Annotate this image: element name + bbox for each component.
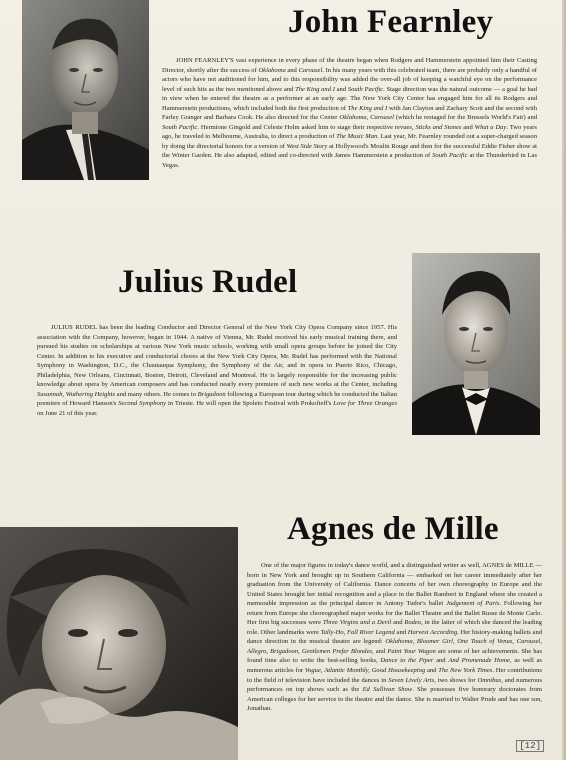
bio-text-run: and xyxy=(285,66,299,74)
bio-title-italic: Rodeo xyxy=(404,619,422,627)
bio-title-italic: The King and I xyxy=(347,104,388,112)
photo-julius-rudel xyxy=(412,253,540,435)
portrait-icon xyxy=(22,0,149,180)
bio-text-run: and xyxy=(425,667,439,675)
bio-text-run: , two shows for xyxy=(434,676,478,684)
bio-text-run: in Trieste. He will open the Spoleto Festival with Prokofieff's xyxy=(166,400,334,408)
bio-text-run: , in the latter of which she danced the leading role. Other landmarks were xyxy=(247,619,542,636)
bio-title-italic: South Pacific xyxy=(162,123,198,131)
bio-title-italic: Paint Your Wagon xyxy=(387,647,436,655)
bio-text-run: and xyxy=(394,628,408,636)
bio-text-run: at Hollywood's Moulin Rouge and then for the successful Eddie Fisher show at the Winter Garden. He also adapted, edited and co-directed with James Hammerstein a production of xyxy=(162,142,537,160)
bio-paragraph xyxy=(37,323,397,418)
bio-title-italic: Judgement of Paris xyxy=(446,600,500,608)
bio-title-italic: South Pacific xyxy=(347,85,384,93)
bio-text-run: at the Thunderbird in Las Vegas. xyxy=(162,152,537,170)
bio-title-italic: Love for Three Oranges xyxy=(333,400,397,408)
bio-text-run: and xyxy=(391,619,405,627)
bio-title-italic: Tally-Ho, Fall River Legend xyxy=(320,628,395,636)
name-heading: Julius Rudel xyxy=(118,264,298,300)
bio-title-italic: Dance to the Piper xyxy=(380,657,434,665)
bio-text-run: . Her contributions to the field of television have included the dances in xyxy=(247,667,542,684)
bio-title-italic: Omnibus xyxy=(477,676,502,684)
bio-text xyxy=(37,324,397,417)
bio-title-italic: Oklahoma, Bloomer Girl, One Touch of Venus, Carousel, Allegro, Brigadoon, Gentlemen Prefer Blondes xyxy=(247,638,542,655)
bio-text-run: (which he restaged for the Brussels World's Fair) and xyxy=(393,114,538,122)
bio-text-run: . Two years ago, he traveled to Melbourne, Australia, to direct a production of xyxy=(162,123,537,141)
bio-text xyxy=(247,562,542,712)
bio-text-run: and many others. He comes to xyxy=(115,390,198,398)
bio-title-italic: Vogue, Atlantic Monthly, Good Housekeeping xyxy=(304,667,426,675)
bio-text-run: and xyxy=(433,657,449,665)
bio-text-run: , and xyxy=(372,647,388,655)
bio-title-italic: The New York Times xyxy=(438,667,493,675)
bio-title-italic: Seven Lively Arts xyxy=(388,676,435,684)
bio-title-italic: Susannah, Wuthering Heights xyxy=(37,390,116,398)
bio-title-italic: Three Virgins and a Devil xyxy=(322,619,392,627)
bio-title-italic: And Promenade Home xyxy=(448,657,510,665)
bio-text-run: . Hermione Gingold and Celeste Holm asked him to stage their respective revues, xyxy=(197,123,416,131)
bio-title-italic: Brigadoon xyxy=(197,390,226,398)
bio-text-run: , and numerous performances on top shows such as the xyxy=(247,676,542,694)
bio-title-italic: Harvest According xyxy=(407,628,458,636)
bio-text-run: following a European tour during which he conducted the Italian premiere of Howard Hanson's xyxy=(37,390,397,408)
bio-title-italic: Oklahoma, Carousel xyxy=(339,114,394,122)
bio-text-run: are some of her achievements. She has found time also to write the best-selling books, xyxy=(247,647,542,665)
bio-text-run: . In his many years with this celebrated team, there are probably only a handful of actors who have not auditioned for him, and to this responsibility was added the over-all job of keeping a watchful eye on the performance level of such hits as the two mentioned above and xyxy=(162,66,537,93)
name-heading: Agnes de Mille xyxy=(287,511,499,547)
bio-text-run: . She possesses five honorary doctorates from American colleges for her service to the theatre and the dance. She is married to Walter Prude and has one son, Jonathan. xyxy=(247,686,542,713)
bio-title-italic: Ed Sullivan Show xyxy=(362,686,413,694)
bio-text-run: and xyxy=(461,123,475,131)
bio-text-run: on June 21 of this year. xyxy=(37,409,98,417)
bio-title-italic: Second Symphony xyxy=(118,400,167,408)
bio-title-italic: West Side Story xyxy=(286,142,328,150)
bio-text-run: and xyxy=(334,85,348,93)
bio-title-italic: What a Day xyxy=(474,123,507,131)
photo-agnes-de-mille xyxy=(0,527,238,760)
bio-text xyxy=(162,57,537,169)
bio-text-run: JOHN FEARNLEY'S vast experience in every phase of the theatre began when Rodgers and Hammerstein appointed him their Casting Director, shortly after the success of xyxy=(162,57,537,74)
photo-john-fearnley xyxy=(22,0,149,180)
bio-text-run: . Last year, Mr. Fearnley rounded out a super-charged season by doing the directorial honors for a version of xyxy=(162,133,537,150)
bio-title-italic: South Pacific xyxy=(432,152,468,160)
bio-text-run: JULIUS RUDEL has been the leading Conductor and Director General of the New York City Opera Company since 1957. His association with the Company, however, began in 1944. A native of Vienna, Mr. Rudel received his early musical training there, and pursued his studies on scholarships at various New York music schools, working with small opera groups before he joined the City Center. In addition to his executive and conductorial chores at the New York City Opera, Mr. Rudel has performed with the National Symphony in Washington, D.C., the Chautauqua Symphony, the Symphony of the Air, and in opera in Puerto Rico, Chicago, Philadelphia, New Orleans, Cincinnati, Boston, Detroit, Cleveland and Montreal. He is largely responsible for the increasing public knowledge about opera by American composers and has conducted nearly every premiere of such new works at the Center, including xyxy=(37,324,397,389)
portrait-icon xyxy=(0,527,238,760)
bio-text-run: , as well as numerous articles for xyxy=(247,657,542,675)
bio-text-run: One of the major figures in today's dance world, and a distinguished writer as well, AGNES de MILLE — born in New York and brought up in Southern California — embarked on her career immediately after her graduation from the University of California. Dance concerts of her own choreography in Europe and the United States brought her initial recognition and a place in the Ballet Rambert in England where she created a memorable impression as the principal dancer in Antony Tudor's ballet xyxy=(247,562,542,608)
bio-paragraph xyxy=(162,56,537,171)
page-edge xyxy=(562,0,566,760)
bio-title-italic: Carousel xyxy=(298,66,323,74)
portrait-icon xyxy=(412,253,540,435)
bio-title-italic: The Music Man xyxy=(336,133,378,141)
name-heading: John Fearnley xyxy=(288,4,494,40)
page-number: [12] xyxy=(516,740,544,752)
bio-title-italic: Oklahoma xyxy=(258,66,286,74)
bio-text-run: with Jan Clayton and Zachary Scott and the second with Farley Granger and Barbara Cook. He also directed for the Center xyxy=(162,104,538,122)
bio-text-run: . Following her return from Europe she choreographed major works for the Ballet Theatre and the Ballet Russe de Monte Carlo. Her first big successes were xyxy=(247,600,542,627)
bio-text-run: . Her history-making ballets and dance direction in the musical theatre are legend: xyxy=(247,628,543,646)
bio-paragraph xyxy=(247,561,542,714)
bio-title-italic: The King and I xyxy=(295,85,335,93)
bio-title-italic: Sticks and Stones xyxy=(415,123,462,131)
bio-text-run: . Stage direction was the natural outcome — a goal he had in view when he entered the theatre as a performer at an early age. The New York City Center has engaged him for all its Rodgers and Hammerstein productions, which included both the first production of xyxy=(162,85,537,112)
